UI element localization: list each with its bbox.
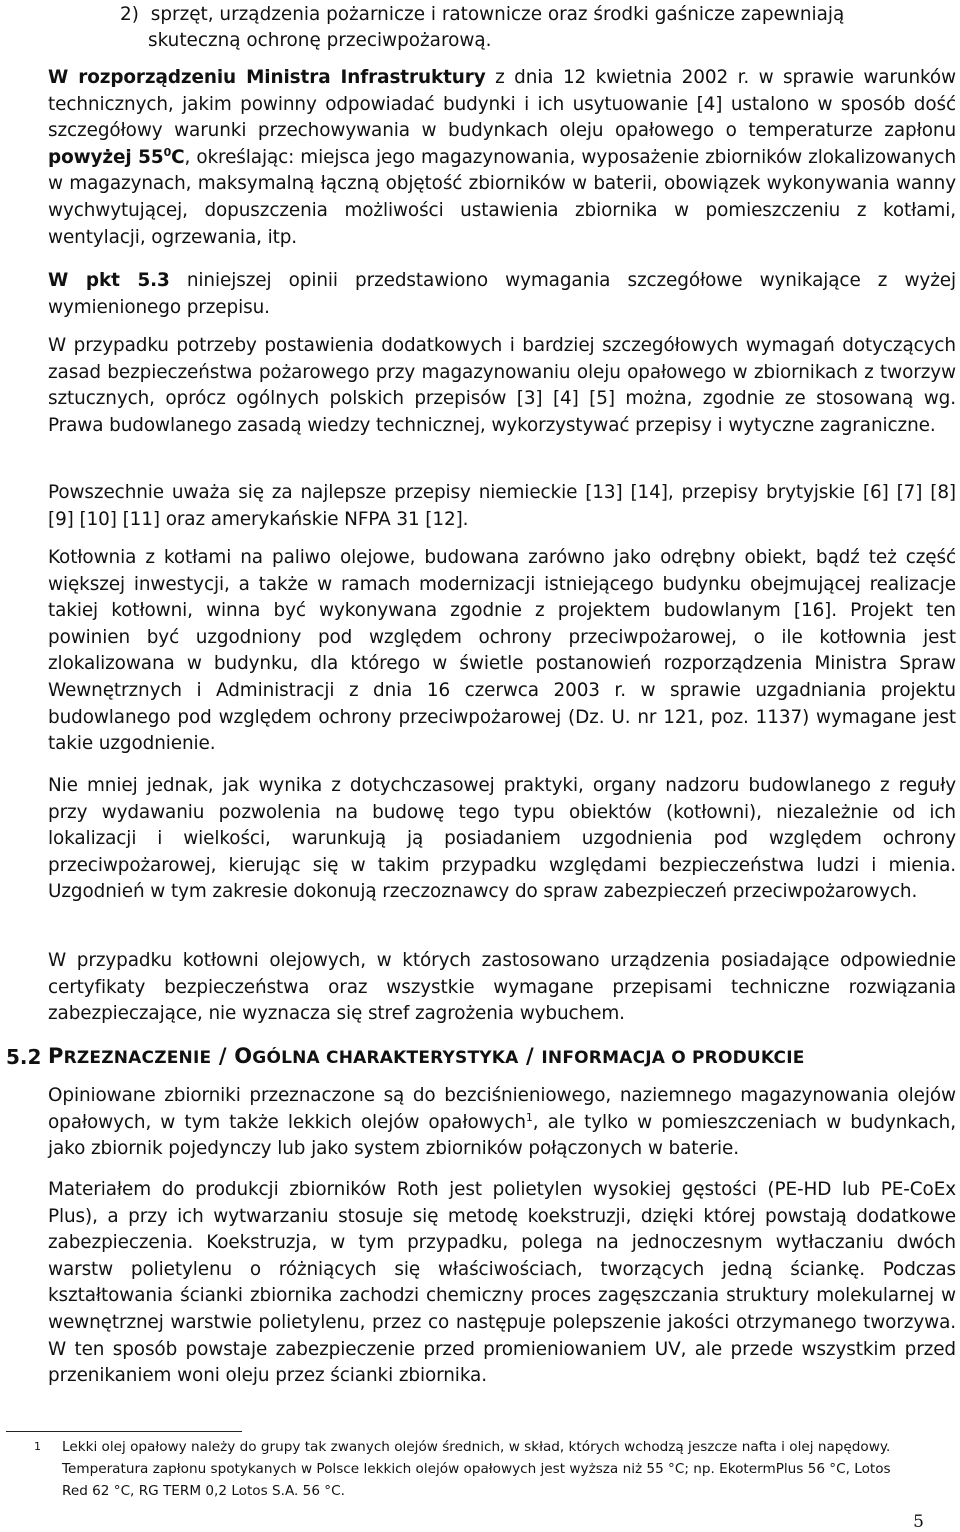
text: z dnia 12 kwietnia 2002 r. w sprawie warunków technicznych, jakim powinny odpowiadać budynki i ich usytuowanie [4] ustalono w sposób dość szczegółowy warunki przechowywania w budynkach oleju opałowego o temperaturze zapłonu [48,67,956,142]
footnote-separator [6,1431,242,1432]
paragraph-regulation [48,65,956,251]
list-line-1: sprzęt, urządzenia pożarnicze i ratownicze oraz środki gaśnicze zapewniają [150,4,845,25]
footnote-ref: 1 [525,1110,533,1124]
paragraph-additional-requirements: W przypadku potrzeby postawienia dodatkowych i bardziej szczegółowych wymagań dotyczących zasad bezpieczeństwa pożarowego przy magazynowaniu oleju opałowego w zbiornikach z tworzyw sztucznych, oprócz ogólnych polskich przepisów [3] [4] [5] można, zgodnie ze stosowaną wg. Prawa budowlanego zasadą wiedzy technicznej, wykorzystywać przepisy i wytyczne zagraniczne. [48,335,956,436]
bold-lead: W pkt 5.3 [48,270,170,291]
title-part: RZEZNACZENIE [63,1048,212,1068]
text: , określając: miejsca jego magazynowania, wyposażenie zbiorników zlokalizowanych w magazynach, maksymalną łączną objętość zbiorników w baterii, obowiązek wykonywania wanny wychwytującej, dopuszczenia możliwości ustawienia zbiornika w pomieszczeniu z kotłami, wentylacji, ogrzewania, itp. [48,146,956,248]
footnote-line-2: Temperatura zapłonu spotykanych w Polsce lekkich olejów opałowych jest wyższa niż 55 °C; np. EkotermPlus 56 °C, Lotos [62,1461,891,1477]
paragraph-practice: Nie mniej jednak, jak wynika z dotychczasowej praktyki, organy nadzoru budowlanego z reguły przy wydawaniu pozwolenia na budowę tego typu obiektów (kotłowni), niezależnie od ich lokalizacji i wielkości, warunkują ją posiadaniem uzgodnienia pod względem ochrony przeciwpożarowej, kierując się w takim przypadku względami bezpieczeństwa ludzi i mienia. Uzgodnień w tym zakresie dokonują rzeczoznawcy do spraw zabezpieczeń przeciwpożarowych. [48,775,956,903]
paragraph-foreign-regulations: Powszechnie uważa się za najlepsze przepisy niemieckie [13] [14], przepisy brytyjskie [6] [7] [8] [9] [10] [11] oraz amerykańskie NFPA 31 [12]. [48,482,956,530]
footnote [6,1436,954,1502]
page-number: 5 [913,1512,924,1532]
title-separator: / [211,1044,235,1068]
paragraph-boiler-room: Kotłownia z kotłami na paliwo olejowe, budowana zarówno jako odrębny obiekt, bądź też część większej inwestycji, a także w ramach modernizacji istniejącego budynku obejmującej realizacje takiej kotłowni, winna być wykonywana zgodnie z projektem budowlanym [16]. Projekt ten powinien być uzgodniony pod względem ochrony przeciwpożarowej, o ile kotłownia jest zlokalizowana w budynku, dla którego w świetle postanowień rozporządzenia Ministra Spraw Wewnętrznych i Administracji z dnia 16 czerwca 2003 r. w sprawie uzgadniania projektu budowlanego pod względem ochrony przeciwpożarowej (Dz. U. nr 121, poz. 1137) wymagane jest takie uzgodnienie. [48,547,956,755]
list-line-2: skuteczną ochronę przeciwpożarową. [148,30,492,51]
title-cap: O [234,1044,253,1068]
paragraph-purpose [48,1083,956,1163]
footnote-line-3: Red 62 °C, RG TERM 0,2 Lotos S.A. 56 °C. [62,1483,345,1499]
text: , ale tylko w pomieszczeniach w budynkach, jako zbiornik pojedynczy lub jako system zbiorników połączonych w baterie. [48,1111,956,1160]
bold-lead: W rozporządzeniu Ministra Infrastruktury [48,67,486,88]
bold-temperature: powyżej 55 [48,146,164,168]
paragraph-pkt [48,268,956,321]
footnote-marker: 1 [34,1440,41,1453]
list-item [120,2,952,54]
title-separator: / [518,1044,542,1068]
section-title [48,1044,805,1068]
text: niniejszej opinii przedstawiono wymagania szczegółowe wynikające z wyżej wymienionego przepisu. [48,270,956,318]
degree-sup: 0 [163,145,172,159]
bold-unit: C [171,146,185,168]
paragraph-certificates: W przypadku kotłowni olejowych, w których zastosowano urządzenia posiadające odpowiednie certyfikaty bezpieczeństwa oraz wszystkie wymagane przepisami techniczne rozwiązania zabezpieczające, nie wyznacza się stref zagrożenia wybuchem. [48,950,956,1025]
text: Opiniowane zbiorniki przeznaczone są do bezciśnieniowego, naziemnego magazynowania olejów opałowych, w tym także lekkich olejów opałowych [48,1085,956,1133]
footnote-line-1: Lekki olej opałowy należy do grupy tak zwanych olejów średnich, w skład, których wchodzą jeszcze nafta i olej napędowy. [62,1439,891,1455]
title-cap: P [48,1044,64,1068]
list-marker: 2) [120,4,139,25]
paragraph-material: Materiałem do produkcji zbiorników Roth jest polietylen wysokiej gęstości (PE-HD lub PE-CoEx Plus), a przy ich wytwarzaniu stosuje się metodę koekstruzji, dzięki której powstają dodatkowe zabezpieczenia. Koekstruzja, w tym przypadku, polega na jednoczesnym wytłaczaniu dwóch warstw polietylenu o różniących się właściwościach, tworzących jedną ściankę. Podczas kształtowania ścianki zbiornika zachodzi chemiczny proces zagęszczania struktury molekularnej w wewnętrznej warstwie polietylenu, przez co następuje polepszenie jakości otrzymanego tworzywa. W ten sposób powstaje zabezpieczenie przed promieniowaniem UV, ale przede wszystkim przed przenikaniem woni oleju przez ścianki zbiornika. [48,1179,956,1387]
section-number: 5.2 [6,1045,42,1069]
title-part: GÓLNA CHARAKTERYSTYKA [252,1048,519,1068]
title-part: INFORMACJA O PRODUKCIE [541,1048,805,1068]
